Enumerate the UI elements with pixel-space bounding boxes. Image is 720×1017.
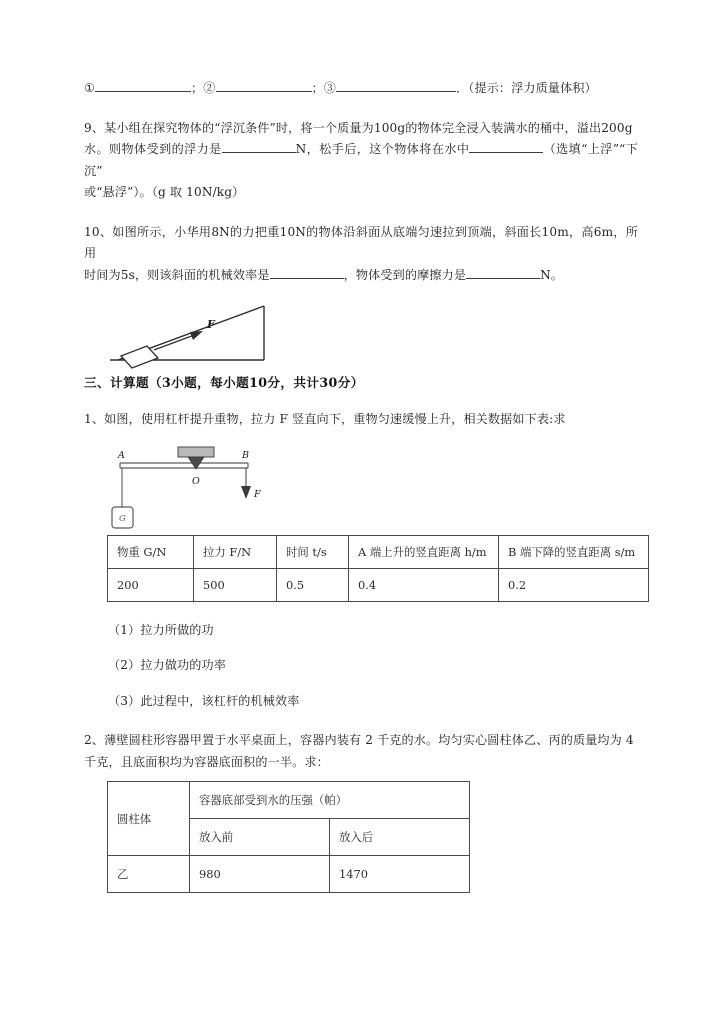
cell-cylinder-name: 乙 — [108, 856, 190, 893]
table-row — [108, 856, 470, 893]
calc-1-subquestion-1: （1）拉力所做的功 — [108, 622, 214, 637]
calc-1-subquestion-3: （3）此过程中，该杠杆的机械效率 — [108, 693, 300, 708]
support-block — [178, 447, 214, 457]
row-header-cylinder: 圆柱体 — [108, 782, 190, 856]
table-header-row-group — [108, 782, 470, 819]
question-10-line-1: 10、如图所示，小华用8N的力把重10N的物体沿斜面从底端匀速拉到顶端，斜面长10m，高6m，所用 — [84, 224, 638, 260]
force-arrowhead-F — [241, 486, 251, 499]
question-10-line-2 — [84, 265, 638, 287]
table-row — [108, 568, 649, 601]
col-header-after: 放入后 — [330, 819, 470, 856]
force-arrow-line — [154, 334, 197, 350]
col-header-before: 放入前 — [190, 819, 330, 856]
col-header-force: 拉力 F/N — [194, 535, 277, 568]
answer-blank-2[interactable] — [216, 78, 312, 92]
fulcrum-label-O: O — [192, 475, 200, 487]
q9-answer-blank-2[interactable] — [469, 139, 543, 153]
calc-2-line-1: 2、薄壁圆柱形容器甲置于水平桌面上，容器内装有 2 千克的水。均匀实心圆柱体乙、丙的质量均为 4 — [84, 733, 634, 747]
force-arrow-head — [190, 331, 203, 340]
cell-force: 500 — [194, 568, 277, 601]
page-content — [84, 78, 638, 893]
q10-text-a: 时间为5s，则该斜面的机械效率是 — [84, 267, 270, 282]
lever-label-A: A — [118, 449, 125, 461]
lever-label-B: B — [242, 449, 249, 461]
q10-answer-blank-2[interactable] — [466, 265, 540, 279]
col-header-time: 时间 t/s — [277, 535, 349, 568]
calc-1-stem: 1、如图，使用杠杆提升重物，拉力 F 竖直向下，重物匀速缓慢上升，相关数据如下表:求 — [84, 412, 566, 426]
blank-marker-3: ③ — [323, 81, 336, 95]
cell-pressure-before: 980 — [190, 856, 330, 893]
cell-time: 0.5 — [277, 568, 349, 601]
question-9-line-2 — [84, 139, 638, 182]
blank-answer-line — [84, 78, 638, 100]
col-header-weight: 物重 G/N — [108, 535, 194, 568]
pressure-data-table — [107, 781, 470, 893]
q9-text-c: （选填“上浮”“下沉” — [84, 142, 639, 178]
lever-svg — [106, 441, 281, 533]
q10-text-c: N。 — [540, 267, 564, 282]
q9-text-b: N，松手后，这个物体将在水中 — [295, 142, 470, 156]
lever-diagram — [106, 441, 281, 533]
cell-weight: 200 — [108, 568, 194, 601]
cell-pressure-after: 1470 — [330, 856, 470, 893]
answer-blank-3[interactable] — [336, 78, 456, 92]
inclined-plane-diagram — [104, 298, 314, 372]
question-9-line-1: 9、某小组在探究物体的“浮沉条件”时，将一个质量为100g的物体完全浸入装满水的桶中，溢出200g — [84, 120, 633, 135]
calc-2-line-2: 千克，且底面积均为容器底面积的一半。求： — [84, 754, 329, 769]
table-header-row — [108, 535, 649, 568]
q9-text-a: 水。则物体受到的浮力是 — [84, 142, 222, 156]
blank-hint: （提示：浮力质量体积） — [468, 81, 597, 95]
group-header-pressure: 容器底部受到水的压强（帕） — [190, 782, 470, 819]
blank-period: ． — [456, 81, 469, 95]
weight-label-G: G — [119, 513, 126, 524]
q10-text-b: ，物体受到的摩擦力是 — [343, 267, 467, 282]
blank-sep-2: ； — [311, 81, 324, 95]
section-3-title: 三、计算题（3小题，每小题10分，共计30分） — [84, 375, 364, 390]
blank-marker-1: ① — [84, 81, 95, 95]
question-9-line-3: 或“悬浮”）。（g 取 10N/kg） — [84, 185, 245, 199]
q10-answer-blank-1[interactable] — [270, 265, 344, 279]
col-header-distance-b: B 端下降的竖直距离 s/m — [499, 535, 649, 568]
force-label-F: F — [207, 318, 215, 331]
block-shape — [121, 346, 158, 368]
calc-1-subquestion-2: （2）拉力做功的功率 — [108, 658, 227, 672]
lever-data-table — [107, 535, 649, 602]
inclined-plane-svg — [104, 298, 314, 372]
blank-marker-2: ② — [203, 81, 216, 95]
blank-sep-1: ； — [191, 81, 204, 95]
q9-answer-blank-1[interactable] — [222, 139, 296, 153]
col-header-height-a: A 端上升的竖直距离 h/m — [349, 535, 499, 568]
cell-distance-b: 0.2 — [499, 568, 649, 601]
cell-height-a: 0.4 — [349, 568, 499, 601]
answer-blank-1[interactable] — [95, 78, 191, 92]
lever-force-label-F: F — [254, 488, 261, 500]
